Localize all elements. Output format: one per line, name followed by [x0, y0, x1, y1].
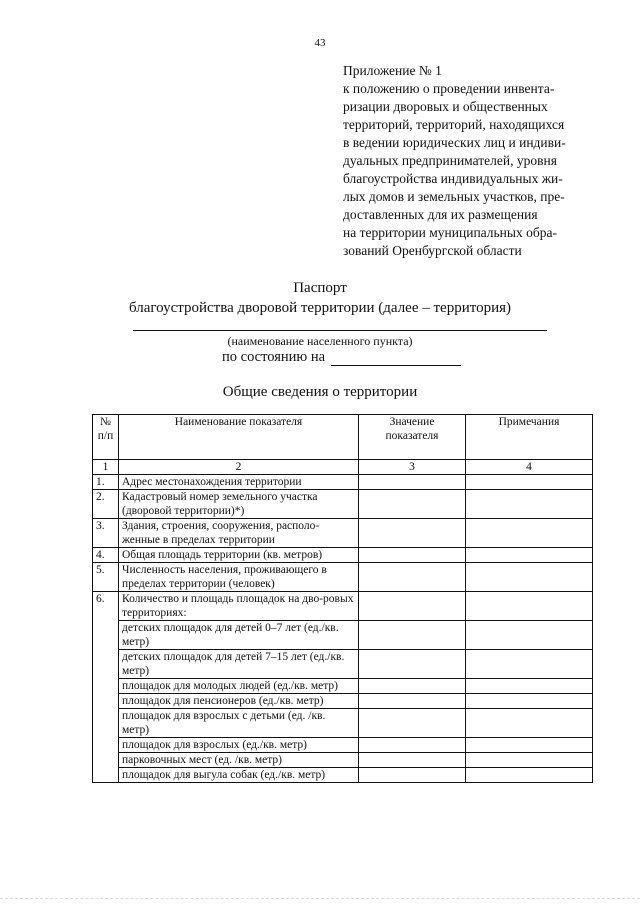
appendix-line: к положению о проведении инвента-: [343, 81, 555, 96]
notes-cell[interactable]: [466, 738, 593, 753]
appendix-line: территорий, территорий, находящихся: [343, 117, 565, 132]
appendix-line: зований Оренбургской области: [343, 243, 522, 258]
row-number: [93, 738, 119, 753]
value-cell[interactable]: [359, 768, 466, 783]
row-indicator: Адрес местонахождения территории: [119, 475, 359, 490]
row-indicator: площадок для молодых людей (ед./кв. метр): [119, 679, 359, 694]
row-number: [93, 694, 119, 709]
appendix-line: благоустройства индивидуальных жи-: [343, 171, 563, 186]
row-number: 3.: [93, 519, 119, 548]
value-cell[interactable]: [359, 563, 466, 592]
row-indicator: детских площадок для детей 0–7 лет (ед./кв. метр): [119, 621, 359, 650]
value-cell[interactable]: [359, 650, 466, 679]
header-indicator: Наименование показателя: [119, 415, 359, 460]
row-indicator: детских площадок для детей 7–15 лет (ед./кв. метр): [119, 650, 359, 679]
column-number: 4: [466, 460, 593, 475]
appendix-line: Приложение № 1: [343, 63, 442, 78]
table-row: [93, 679, 593, 694]
settlement-name-line: [133, 330, 547, 331]
notes-cell[interactable]: [466, 490, 593, 519]
value-cell[interactable]: [359, 490, 466, 519]
row-indicator: Общая площадь территории (кв. метров): [119, 548, 359, 563]
notes-cell[interactable]: [466, 548, 593, 563]
state-date-blank: [331, 352, 461, 366]
table-row: [93, 519, 593, 548]
row-indicator: парковочных мест (ед. /кв. метр): [119, 753, 359, 768]
table-row: [93, 592, 593, 621]
header-number: № п/п: [93, 415, 119, 460]
table-row: [93, 753, 593, 768]
column-number: 3: [359, 460, 466, 475]
row-number: 5.: [93, 563, 119, 592]
table-row: [93, 768, 593, 783]
table-row: [93, 563, 593, 592]
row-indicator: площадок для взрослых с детьми (ед. /кв. метр): [119, 709, 359, 738]
territory-info-table: [92, 414, 593, 783]
header-notes: Примечания: [466, 415, 593, 460]
table-row: [93, 709, 593, 738]
value-cell[interactable]: [359, 694, 466, 709]
value-cell[interactable]: [359, 621, 466, 650]
notes-cell[interactable]: [466, 621, 593, 650]
row-indicator: Кадастровый номер земельного участка (дворовой территории)*): [119, 490, 359, 519]
appendix-line: ризации дворовых и общественных: [343, 99, 548, 114]
row-number: [93, 753, 119, 768]
appendix-header: [343, 62, 603, 260]
row-indicator: площадок для пенсионеров (ед./кв. метр): [119, 694, 359, 709]
notes-cell[interactable]: [466, 709, 593, 738]
appendix-line: доставленных для их размещения: [343, 207, 538, 222]
table-row: [93, 490, 593, 519]
notes-cell[interactable]: [466, 650, 593, 679]
notes-cell[interactable]: [466, 694, 593, 709]
value-cell[interactable]: [359, 519, 466, 548]
notes-cell[interactable]: [466, 563, 593, 592]
value-cell[interactable]: [359, 592, 466, 621]
state-date-row: [222, 349, 461, 366]
state-date-label: по состоянию на: [222, 349, 326, 365]
row-number: [93, 768, 119, 783]
passport-subtitle: благоустройства дворовой территории (далее – территория): [128, 300, 512, 316]
row-number: 6.: [93, 592, 119, 621]
value-cell[interactable]: [359, 709, 466, 738]
table-row: [93, 621, 593, 650]
value-cell[interactable]: [359, 753, 466, 768]
row-number: 1.: [93, 475, 119, 490]
settlement-caption: (наименование населенного пункта): [227, 334, 413, 348]
row-number: 4.: [93, 548, 119, 563]
passport-title-block: [0, 278, 640, 318]
scan-edge-marks: [0, 898, 640, 902]
page-number: 43: [314, 37, 326, 49]
passport-title: Паспорт: [293, 280, 347, 296]
value-cell[interactable]: [359, 548, 466, 563]
table-row: [93, 738, 593, 753]
value-cell[interactable]: [359, 475, 466, 490]
row-indicator: площадок для взрослых (ед./кв. метр): [119, 738, 359, 753]
table-row: [93, 650, 593, 679]
row-number: [93, 650, 119, 679]
notes-cell[interactable]: [466, 592, 593, 621]
table-row: [93, 548, 593, 563]
appendix-line: лых домов и земельных участков, пре-: [343, 189, 565, 204]
column-number-row: [93, 460, 593, 475]
value-cell[interactable]: [359, 738, 466, 753]
appendix-line: дуальных предпринимателей, уровня: [343, 153, 557, 168]
row-number: [93, 679, 119, 694]
row-number: [93, 709, 119, 738]
appendix-line: на территории муниципальных обра-: [343, 225, 557, 240]
row-indicator: Численность населения, проживающего в пределах территории (человек): [119, 563, 359, 592]
table-header-row: [93, 415, 593, 460]
notes-cell[interactable]: [466, 679, 593, 694]
header-value: Значение показателя: [359, 415, 466, 460]
column-number: 1: [93, 460, 119, 475]
table-row: [93, 694, 593, 709]
notes-cell[interactable]: [466, 519, 593, 548]
section-title: Общие сведения о территории: [222, 384, 418, 400]
column-number: 2: [119, 460, 359, 475]
row-indicator: Количество и площадь площадок на дво-ровых территориях:: [119, 592, 359, 621]
row-indicator: площадок для выгула собак (ед./кв. метр): [119, 768, 359, 783]
notes-cell[interactable]: [466, 768, 593, 783]
row-number: [93, 621, 119, 650]
row-number: 2.: [93, 490, 119, 519]
notes-cell[interactable]: [466, 753, 593, 768]
row-indicator: Здания, строения, сооружения, располо-женные в пределах территории: [119, 519, 359, 548]
notes-cell[interactable]: [466, 475, 593, 490]
value-cell[interactable]: [359, 679, 466, 694]
appendix-line: в ведении юридических лиц и индиви-: [343, 135, 566, 150]
table-row: [93, 475, 593, 490]
